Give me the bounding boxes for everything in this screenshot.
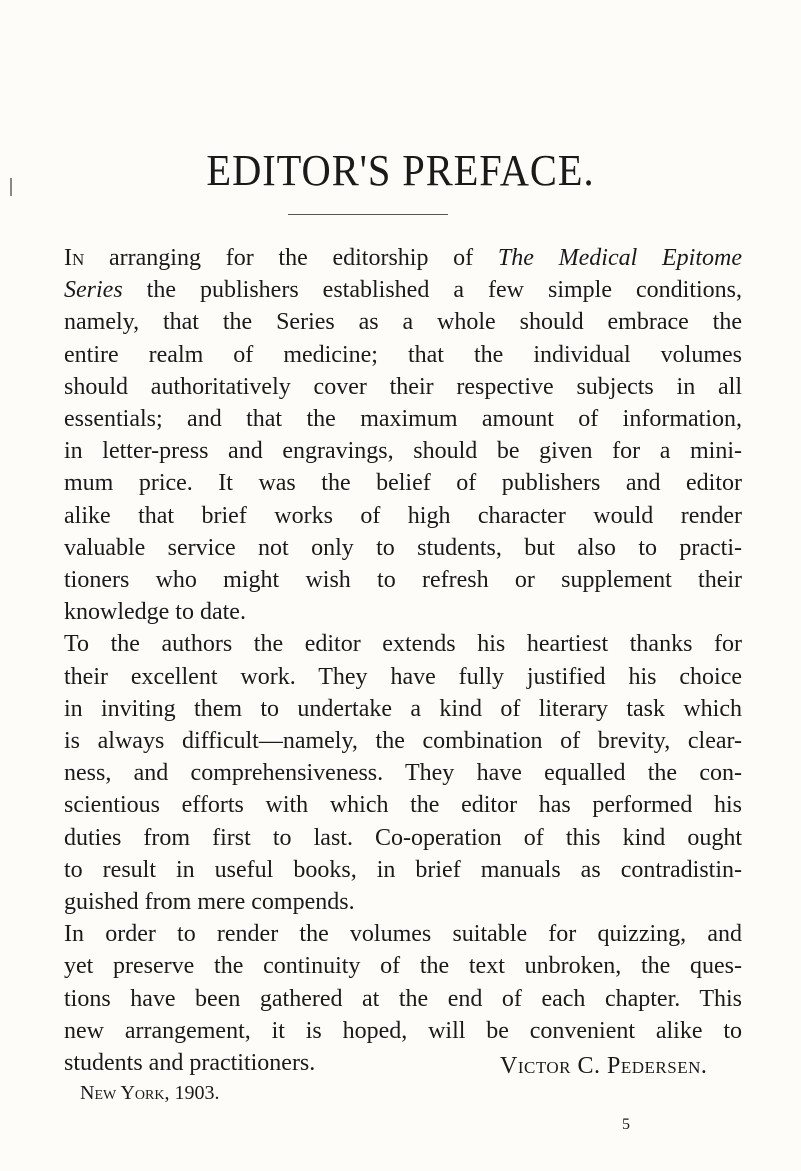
line-text: mum price. It was the belief of publishers and editor xyxy=(64,470,742,497)
line-text: in letter-press and engravings, should be given for a mini- xyxy=(64,438,742,465)
line-text: guished from mere compends. xyxy=(64,889,355,916)
line-text: entire realm of medicine; that the individual volumes xyxy=(64,341,742,368)
page-title: EDITOR'S PREFACE. xyxy=(206,146,595,195)
text-line xyxy=(64,725,742,757)
line-text: new arrangement, it is hoped, will be convenient alike to xyxy=(64,1017,742,1044)
line-text: duties from first to last. Co-operation of this kind ought xyxy=(64,824,742,851)
drop-word: In xyxy=(64,245,85,271)
line-text: the publishers established a few simple conditions, xyxy=(122,277,742,304)
line-text: essentials; and that the maximum amount of information, xyxy=(64,406,742,433)
line-text: In order to render the volumes suitable for quizzing, and xyxy=(64,921,742,948)
line-text: To the authors the editor extends his heartiest thanks for xyxy=(64,631,742,658)
line-text: yet preserve the continuity of the text unbroken, the ques- xyxy=(64,953,742,980)
line-text: tions have been gathered at the end of each chapter. This xyxy=(64,985,742,1012)
line-text: to result in useful books, in brief manuals as contradistin- xyxy=(64,856,742,883)
text-line xyxy=(64,467,742,499)
place-date: New York, 1903. xyxy=(80,1082,220,1104)
line-text: scientious efforts with which the editor has performed his xyxy=(64,792,742,819)
text-line xyxy=(64,500,742,532)
text-line xyxy=(64,918,742,950)
text-line xyxy=(64,1015,742,1047)
text-line xyxy=(64,435,742,467)
paragraph xyxy=(64,242,742,628)
text-line xyxy=(64,854,742,886)
line-text: knowledge to date. xyxy=(64,599,246,626)
preface-body xyxy=(64,242,742,1079)
text-line xyxy=(64,628,742,660)
text-line xyxy=(64,950,742,982)
italic-text: The Medical Epitome xyxy=(497,245,742,271)
text-line xyxy=(64,371,742,403)
text-line xyxy=(64,306,742,338)
line-text: students and practitioners. xyxy=(64,1050,316,1077)
text-line xyxy=(64,339,742,371)
text-line xyxy=(64,532,742,564)
line-text: arranging for the editorship of xyxy=(84,245,498,271)
paragraph xyxy=(64,628,742,918)
text-line xyxy=(64,242,742,274)
text-line xyxy=(64,564,742,596)
line-text: ness, and comprehensiveness. They have equalled the con- xyxy=(64,760,742,787)
title-rule xyxy=(288,214,448,215)
line-text: in inviting them to undertake a kind of literary task which xyxy=(64,695,742,722)
line-text: their excellent work. They have fully justified his choice xyxy=(64,663,742,690)
line-text: namely, that the Series as a whole should embrace the xyxy=(64,309,742,336)
line-text: valuable service not only to students, but also to practi- xyxy=(64,534,742,561)
line-text: tioners who might wish to refresh or supplement their xyxy=(64,567,742,594)
text-line xyxy=(64,693,742,725)
line-text: alike that brief works of high character would render xyxy=(64,502,742,529)
text-line xyxy=(64,789,742,821)
margin-mark xyxy=(10,178,12,196)
page-number: 5 xyxy=(622,1116,630,1133)
signature: Victor C. Pedersen. xyxy=(500,1053,708,1079)
text-line xyxy=(64,403,742,435)
text-line xyxy=(64,661,742,693)
text-line xyxy=(64,757,742,789)
line-text: is always difficult—namely, the combination of brevity, clear- xyxy=(64,728,742,755)
text-line xyxy=(64,886,742,918)
line-text: should authoritatively cover their respective subjects in all xyxy=(64,373,742,400)
text-line xyxy=(64,822,742,854)
text-line xyxy=(64,983,742,1015)
text-line xyxy=(64,596,742,628)
italic-text: Series xyxy=(64,277,123,304)
text-line xyxy=(64,274,742,306)
